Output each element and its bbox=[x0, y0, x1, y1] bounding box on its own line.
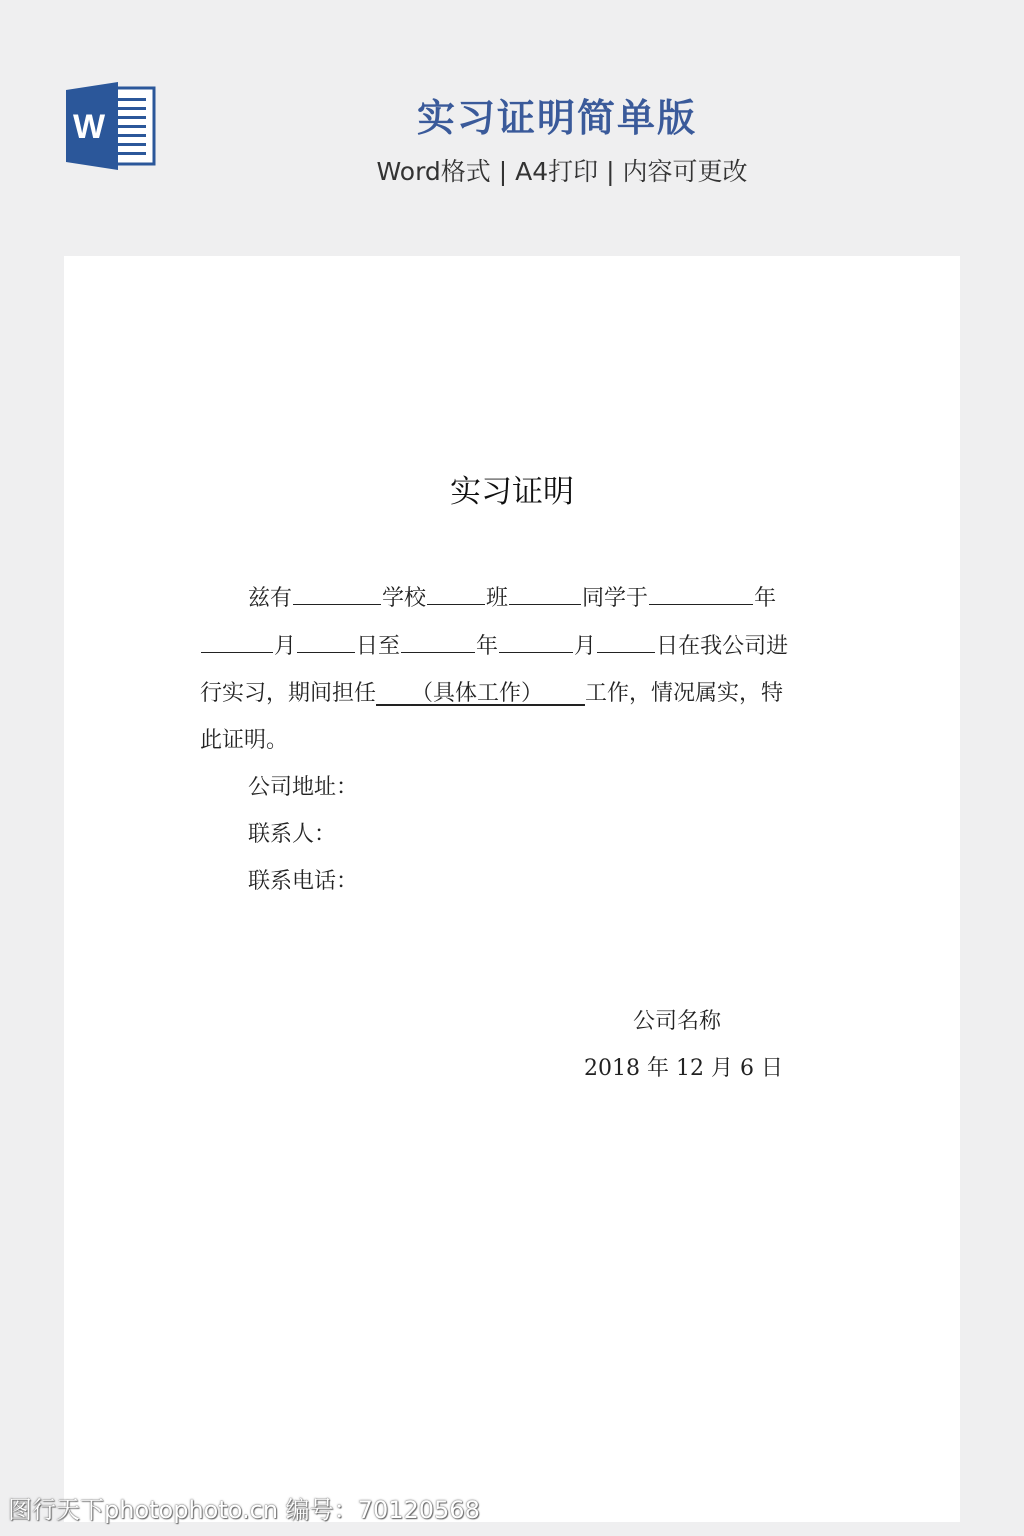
start-day-blank[interactable] bbox=[297, 630, 355, 653]
end-day-blank[interactable] bbox=[597, 630, 655, 653]
text-internship-role: 行实习，期间担任 bbox=[200, 681, 377, 706]
start-month-blank[interactable] bbox=[201, 630, 273, 653]
end-month-blank[interactable] bbox=[499, 630, 573, 653]
school-blank[interactable] bbox=[293, 582, 381, 605]
paragraph-line-2 bbox=[200, 630, 788, 664]
text-student-on: 同学于 bbox=[582, 586, 649, 611]
contact-person-label: 联系人： bbox=[248, 822, 337, 847]
paragraph-line-4: 此证明。 bbox=[200, 728, 289, 753]
text-work-true: 工作，情况属实，特 bbox=[584, 681, 783, 706]
text-class: 班 bbox=[486, 586, 509, 611]
job-placeholder-field[interactable]: （具体工作） bbox=[410, 681, 543, 706]
text-day-at-company: 日在我公司进 bbox=[656, 634, 789, 659]
paragraph-line-3 bbox=[200, 677, 783, 711]
start-year-blank[interactable] bbox=[649, 582, 753, 605]
student-blank[interactable] bbox=[509, 582, 581, 605]
end-year-blank[interactable] bbox=[401, 630, 475, 653]
company-name-signature: 公司名称 bbox=[633, 1009, 722, 1034]
document-date: 2018 年 12 月 6 日 bbox=[584, 1056, 783, 1081]
header-title: 实习证明简单版 bbox=[416, 96, 697, 140]
paragraph-line-1 bbox=[248, 582, 776, 616]
text-month-2: 月 bbox=[574, 634, 597, 659]
text-day-to: 日至 bbox=[356, 634, 401, 659]
text-school: 学校 bbox=[382, 586, 427, 611]
text-year: 年 bbox=[754, 586, 777, 611]
text-month: 月 bbox=[274, 634, 297, 659]
contact-phone-label: 联系电话： bbox=[248, 869, 359, 894]
svg-text:W: W bbox=[72, 108, 106, 146]
header-subtitle: Word格式 | A4打印 | 内容可更改 bbox=[376, 157, 748, 186]
watermark-text: 图行天下photophoto.cn 编号：70120568 bbox=[8, 1496, 480, 1524]
company-address-label: 公司地址： bbox=[248, 775, 359, 800]
document-page bbox=[64, 256, 960, 1522]
document-title: 实习证明 bbox=[450, 474, 574, 510]
text-zi-you: 兹有 bbox=[248, 586, 293, 611]
text-year-2: 年 bbox=[476, 634, 499, 659]
class-blank[interactable] bbox=[427, 582, 485, 605]
